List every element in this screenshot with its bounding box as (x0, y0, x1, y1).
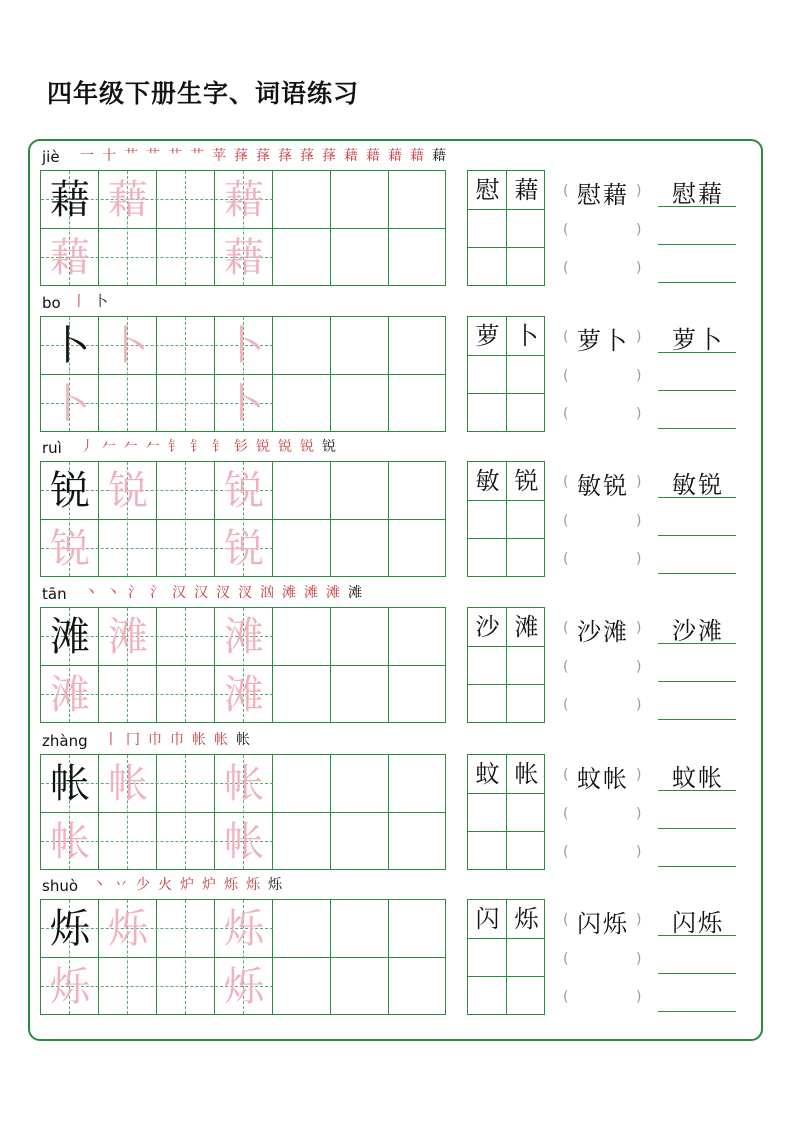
stroke-step: 十 (102, 148, 116, 164)
pinyin-label: ruì (42, 439, 62, 457)
word-grid (467, 607, 545, 723)
word-character: 烁 (514, 905, 539, 933)
model-character: 滩 (50, 614, 90, 660)
stroke-step: 汉 (194, 585, 208, 601)
stroke-step: 氵 (150, 585, 164, 601)
practice-row (0, 433, 800, 579)
trace-character: 烁 (224, 906, 264, 952)
stroke-step: 冂 (126, 732, 140, 748)
trace-character: 滩 (224, 614, 264, 660)
stroke-step: 艹 (124, 148, 138, 164)
practice-row (0, 726, 800, 872)
word-grid (467, 461, 545, 577)
trace-character: 卜 (224, 381, 264, 427)
stroke-order (100, 729, 254, 749)
close-paren: ) (636, 474, 642, 490)
parenthesized-word: 萝卜 (577, 327, 629, 355)
stroke-step: 萚 (256, 148, 270, 164)
word-character: 敏 (475, 467, 500, 495)
stroke-step: 巾 (148, 732, 162, 748)
parenthesized-word: 慰藉 (577, 181, 629, 209)
stroke-step: 锐 (300, 439, 314, 455)
trace-character: 帐 (50, 819, 90, 865)
stroke-step: 藉 (388, 148, 402, 164)
word-grid (467, 170, 545, 286)
open-paren: ( (563, 183, 569, 199)
stroke-step: 艹 (146, 148, 160, 164)
stroke-step: 少 (136, 877, 150, 893)
close-paren: ) (636, 368, 642, 384)
stroke-step: 锐 (322, 439, 336, 455)
guide-line (185, 755, 186, 869)
pinyin-label: tān (42, 585, 67, 603)
writing-line (658, 390, 736, 391)
stroke-step: 艹 (190, 148, 204, 164)
trace-character: 滩 (224, 672, 264, 718)
open-paren: ( (563, 260, 569, 276)
writing-line (658, 973, 736, 974)
stroke-step: 丨 (104, 732, 118, 748)
stroke-step: 丶 (84, 585, 98, 601)
model-character: 帐 (50, 761, 90, 807)
writing-line (658, 352, 736, 353)
writing-line (658, 681, 736, 682)
stroke-step: 炉 (202, 877, 216, 893)
parenthesized-word: 敏锐 (577, 472, 629, 500)
writing-line (658, 719, 736, 720)
stroke-step: 锐 (256, 439, 270, 455)
stroke-step: 丷 (114, 877, 128, 893)
stroke-step: 滩 (282, 585, 296, 601)
close-paren: ) (636, 844, 642, 860)
stroke-step: 汊 (238, 585, 252, 601)
word-grid (467, 316, 545, 432)
writing-grid (40, 899, 446, 1015)
writing-line (658, 866, 736, 867)
stroke-step: 萚 (322, 148, 336, 164)
writing-line (658, 535, 736, 536)
pinyin-label: shuò (42, 877, 79, 895)
stroke-order (68, 291, 112, 311)
writing-line (658, 282, 736, 283)
trace-character: 帐 (224, 819, 264, 865)
stroke-step: 丿 (80, 439, 94, 455)
writing-line (658, 643, 736, 644)
guide-line (185, 900, 186, 1014)
stroke-step: 烁 (246, 877, 260, 893)
guide-line (185, 462, 186, 576)
lined-word: 慰藉 (672, 180, 724, 208)
stroke-step: 钅 (168, 439, 182, 455)
stroke-step: 帐 (214, 732, 228, 748)
page-title: 四年级下册生字、词语练习 (47, 79, 360, 108)
stroke-step: 滩 (348, 585, 362, 601)
trace-character: 藉 (224, 235, 264, 281)
model-character: 藉 (50, 177, 90, 223)
stroke-step: 烁 (224, 877, 238, 893)
writing-line (658, 428, 736, 429)
stroke-step: 藉 (432, 148, 446, 164)
open-paren: ( (563, 513, 569, 529)
writing-line (658, 828, 736, 829)
trace-character: 烁 (50, 964, 90, 1010)
trace-character: 帐 (108, 761, 148, 807)
lined-word: 敏锐 (672, 471, 724, 499)
trace-character: 卜 (108, 323, 148, 369)
stroke-step: 艹 (168, 148, 182, 164)
writing-grid (40, 754, 446, 870)
trace-character: 锐 (50, 526, 90, 572)
stroke-step: 汊 (216, 585, 230, 601)
lined-word: 沙滩 (672, 617, 724, 645)
close-paren: ) (636, 659, 642, 675)
parenthesized-word: 沙滩 (577, 618, 629, 646)
guide-line (185, 317, 186, 431)
practice-row (0, 288, 800, 434)
stroke-step: 锐 (278, 439, 292, 455)
trace-character: 烁 (224, 964, 264, 1010)
stroke-step: 藉 (410, 148, 424, 164)
open-paren: ( (563, 474, 569, 490)
trace-character: 滩 (108, 614, 148, 660)
grid-line (468, 831, 544, 832)
model-character: 锐 (50, 468, 90, 514)
word-character: 闪 (475, 905, 500, 933)
stroke-step: 卜 (94, 294, 108, 310)
grid-line (468, 538, 544, 539)
stroke-step: 火 (158, 877, 172, 893)
close-paren: ) (636, 222, 642, 238)
stroke-step: 萚 (234, 148, 248, 164)
stroke-step: 帐 (192, 732, 206, 748)
close-paren: ) (636, 951, 642, 967)
close-paren: ) (636, 912, 642, 928)
writing-grid (40, 316, 446, 432)
parenthesized-word: 蚊帐 (577, 765, 629, 793)
open-paren: ( (563, 222, 569, 238)
open-paren: ( (563, 329, 569, 345)
stroke-order (76, 145, 450, 165)
stroke-step: 丶 (92, 877, 106, 893)
stroke-step: 滩 (304, 585, 318, 601)
open-paren: ( (563, 844, 569, 860)
stroke-step: 炉 (180, 877, 194, 893)
stroke-step: 丨 (72, 294, 86, 310)
writing-grid (40, 170, 446, 286)
practice-row (0, 871, 800, 1017)
writing-line (658, 244, 736, 245)
word-character: 滩 (514, 613, 539, 641)
stroke-step: 钅 (190, 439, 204, 455)
close-paren: ) (636, 183, 642, 199)
lined-word: 闪烁 (672, 909, 724, 937)
stroke-step: 烁 (268, 877, 282, 893)
close-paren: ) (636, 767, 642, 783)
word-character: 沙 (475, 613, 500, 641)
open-paren: ( (563, 406, 569, 422)
lined-word: 蚊帐 (672, 764, 724, 792)
trace-character: 帐 (224, 761, 264, 807)
writing-line (658, 497, 736, 498)
grid-line (468, 684, 544, 685)
writing-line (658, 1011, 736, 1012)
open-paren: ( (563, 912, 569, 928)
close-paren: ) (636, 697, 642, 713)
writing-line (658, 206, 736, 207)
stroke-step: 𠂉 (102, 439, 116, 455)
stroke-step: 𠂉 (124, 439, 138, 455)
open-paren: ( (563, 989, 569, 1005)
writing-grid (40, 461, 446, 577)
stroke-step: 帐 (236, 732, 250, 748)
stroke-step: 汉 (172, 585, 186, 601)
open-paren: ( (563, 697, 569, 713)
stroke-step: 钅 (212, 439, 226, 455)
stroke-step: 丶 (106, 585, 120, 601)
word-character: 蚊 (475, 760, 500, 788)
close-paren: ) (636, 260, 642, 276)
trace-character: 卜 (224, 323, 264, 369)
word-character: 萝 (475, 322, 500, 350)
stroke-step: 汹 (260, 585, 274, 601)
trace-character: 锐 (224, 526, 264, 572)
trace-character: 烁 (108, 906, 148, 952)
guide-line (185, 171, 186, 285)
stroke-step: 巾 (170, 732, 184, 748)
trace-character: 藉 (108, 177, 148, 223)
close-paren: ) (636, 989, 642, 1005)
close-paren: ) (636, 551, 642, 567)
open-paren: ( (563, 806, 569, 822)
pinyin-label: zhàng (42, 732, 88, 750)
stroke-step: 滩 (326, 585, 340, 601)
word-character: 藉 (514, 176, 539, 204)
model-character: 烁 (50, 906, 90, 952)
stroke-step: 苹 (212, 148, 226, 164)
stroke-step: 藉 (344, 148, 358, 164)
word-grid (467, 754, 545, 870)
stroke-step: 氵 (128, 585, 142, 601)
trace-character: 藉 (224, 177, 264, 223)
word-character: 慰 (475, 176, 500, 204)
stroke-order (88, 874, 286, 894)
grid-line (468, 247, 544, 248)
stroke-step: 𠂉 (146, 439, 160, 455)
stroke-step: 萚 (300, 148, 314, 164)
parenthesized-word: 闪烁 (577, 910, 629, 938)
word-character: 帐 (514, 760, 539, 788)
word-grid (467, 899, 545, 1015)
trace-character: 锐 (108, 468, 148, 514)
open-paren: ( (563, 620, 569, 636)
pinyin-label: jiè (42, 148, 60, 166)
open-paren: ( (563, 951, 569, 967)
grid-line (468, 393, 544, 394)
writing-line (658, 935, 736, 936)
model-character: 卜 (50, 323, 90, 369)
stroke-step: 藉 (366, 148, 380, 164)
stroke-order (76, 436, 340, 456)
guide-line (185, 608, 186, 722)
open-paren: ( (563, 368, 569, 384)
open-paren: ( (563, 659, 569, 675)
close-paren: ) (636, 620, 642, 636)
word-character: 锐 (514, 467, 539, 495)
trace-character: 卜 (50, 381, 90, 427)
writing-line (658, 573, 736, 574)
close-paren: ) (636, 406, 642, 422)
stroke-step: 萚 (278, 148, 292, 164)
practice-row (0, 579, 800, 725)
word-character: 卜 (514, 322, 539, 350)
stroke-step: 钐 (234, 439, 248, 455)
close-paren: ) (636, 806, 642, 822)
trace-character: 藉 (50, 235, 90, 281)
trace-character: 锐 (224, 468, 264, 514)
practice-row (0, 142, 800, 288)
grid-line (468, 976, 544, 977)
trace-character: 滩 (50, 672, 90, 718)
pinyin-label: bo (42, 294, 61, 312)
stroke-order (80, 582, 366, 602)
writing-line (658, 790, 736, 791)
stroke-step: 一 (80, 148, 94, 164)
open-paren: ( (563, 551, 569, 567)
close-paren: ) (636, 329, 642, 345)
open-paren: ( (563, 767, 569, 783)
lined-word: 萝卜 (672, 326, 724, 354)
writing-grid (40, 607, 446, 723)
close-paren: ) (636, 513, 642, 529)
